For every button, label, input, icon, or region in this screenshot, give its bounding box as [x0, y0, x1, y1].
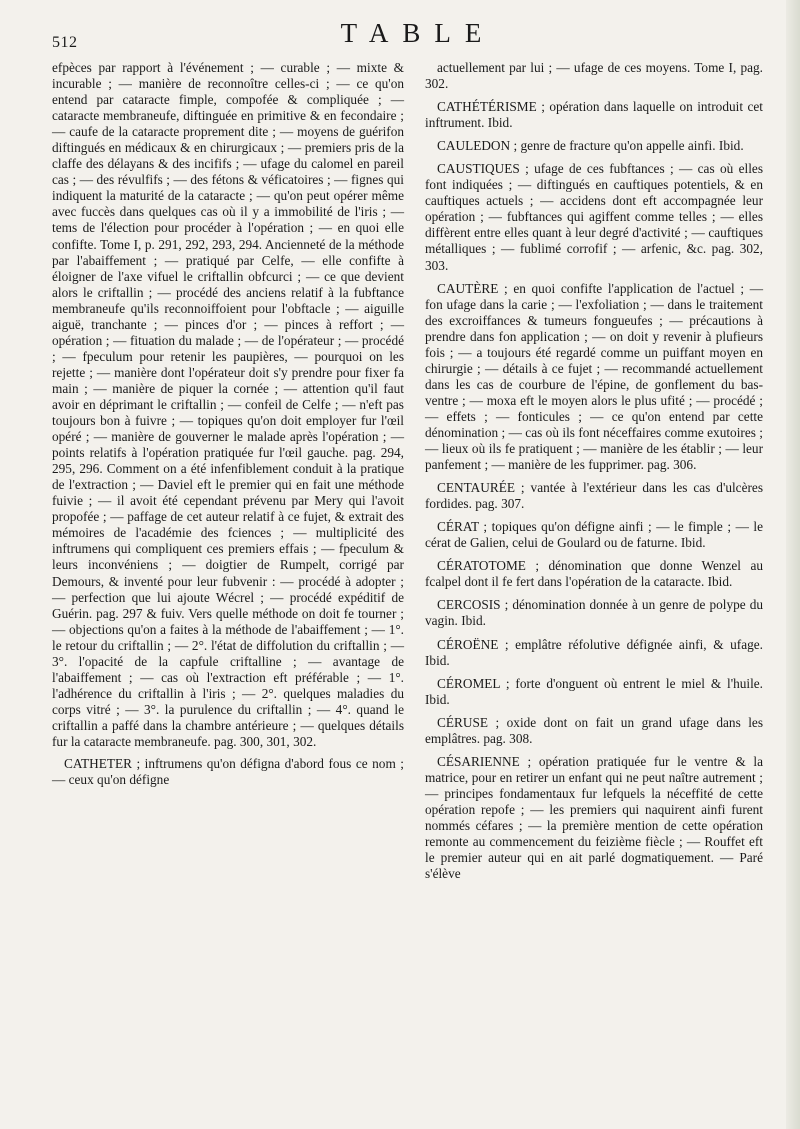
entry-ceroene: CÉROËNE ; emplâtre réfolutive défignée ainfi, & ufage. Ibid.	[425, 636, 763, 668]
entry-continuation-right: actuellement par lui ; — ufage de ces moyens. Tome I, pag. 302.	[425, 60, 763, 92]
entry-cautere: CAUTÈRE ; en quoi confifte l'application de l'actuel ; — fon ufage dans la carie ; — l'exfoliation ; — dans le traitement des excroiffances & tumeurs fongueufes ; — précautions à prendre dans fon application ; — on doit y revenir à plufieurs fois ; — a toujours été regardé comme un puiffant moyen en chirurgie ; — détails à ce fujet ; — recommandé actuellement dans les cas de courbure de l'épine, de gonflement du bas-ventre ; — moxa eft le moyen alors le plus ufité ; — procédé ; — effets ; — fonticules ; — ce qu'on entend par cette dénomination ; — cas où ils font néceffaires comme exutoires ; — lieux où ils fe pratiquent ; — manière de les établir ; — leur panfement ; — manière de les fupprimer. pag. 306.	[425, 280, 763, 473]
entry-cesarienne: CÉSARIENNE ; opération pratiquée fur le ventre & la matrice, pour en retirer un enfant qui ne peut naître autrement ; — principes fondamentaux fur lefquels la néceffité de cette opération repofe ; — les premiers qui naquirent ainfi furent nommés céfares ; — la première mention de cette opération remonte au commencement du feizième fiècle ; — Rouffet eft le premier auteur qui en ait parlé dogmatiquement. — Paré s'élève	[425, 753, 763, 882]
page-edge	[786, 0, 800, 1129]
right-column	[425, 60, 763, 889]
entry-ceruse: CÉRUSE ; oxide dont on fait un grand ufage dans les emplâtres. pag. 308.	[425, 714, 763, 746]
entry-centauree: CENTAURÉE ; vantée à l'extérieur dans les cas d'ulcères fordides. pag. 307.	[425, 480, 763, 512]
entry-ceratotome: CÉRATOTOME ; dénomination que donne Wenzel au fcalpel dont il fe fert dans l'opération de la cataracte. Ibid.	[425, 558, 763, 590]
entry-cercosis: CERCOSIS ; dénomination donnée à un genre de polype du vagin. Ibid.	[425, 597, 763, 629]
left-column	[52, 60, 404, 794]
entry-continuation: efpèces par rapport à l'événement ; — curable ; — mixte & incurable ; — manière de reconnoître celles-ci ; — ce qu'on entend par cataracte fimple, compofée & compliquée ; — cataracte membraneufe, diftinguée en primitive & en fecondaire ; — caufe de la cataracte proprement dite ; — moyens de guérifon diftingués en médicaux & en chirurgicaux ; — premiers pris de la claffe des délayans & des incififs ; — ufage du calomel en pareil cas ; — des révulfifs ; — des fétons & véficatoires ; — fignes qui indiquent la maturité de la cataracte ; — qu'on peut opérer même avec fuccès dans quelques cas où il y a immobilité de l'iris ; — tems de l'élection pour procéder à l'opération ; — en quoi elle confifte. Tome I, p. 291, 292, 293, 294. Ancienneté de la méthode par l'abaiffement ; — pratiqué par Celfe, — elle confifte à éloigner de l'axe vifuel le criftallin obfcurci ; — ce que devient alors le criftallin ; — procédé des anciens relatif à la fubftance membraneufe qu'ils reconnoiffoient pour l'obftacle ; — aiguille aiguë, tranchante ; — pinces d'or ; — pinces à reffort ; — opération ; — fituation du malade ; — de l'opérateur ; — procédé ; — fpeculum pour retenir les paupières, — pourquoi on les rejette ; — manière dont l'opérateur doit s'y prendre pour fixer fa main ; — manière de piquer la cornée ; — attention qu'il faut avoir en déprimant le criftallin ; — confeil de Celfe ; — n'eft pas toujours bon à fuivre ; — topiques qu'on doit employer fur l'œil opéré ; — manière de gouverner le malade après l'opération ; — points relatifs à l'opération pratiquée fur l'œil gauche. pag. 294, 295, 296. Comment on a été infenfiblement conduit à la pratique de l'extraction ; — Daviel eft le premier qui en fait une méthode fuivie ; — il avoit été cependant prévenu par Mery qui l'avoit propofée ; — paffage de cet auteur relatif à ce fujet, & extrait des mémoires de l'académie des fciences ; — multiplicité des inftrumens qui compliquent ces premiers effais ; — fpeculum & leurs inconvéniens ; — doigtier de Rumpelt, corrigé par Demours, & inventé pour leur fubvenir : — procédé à adopter ; — perfection que lui ajoute Wécrel ; — procédé expéditif de Guérin. pag. 297 & fuiv. Vers quelle méthode on doit fe tourner ; — objections qu'on a faites à la méthode de l'abaiffement ; — 1°. le retour du criftallin ; — 2°. l'état de diffolution du criftallin ; — 3°. l'opacité de la capfule criftalline ; — avantage de l'abaiffement ; — cas où l'extraction eft préférable ; — 1°. l'adhérence du criftallin à l'iris ; — 2°. quelques maladies du corps vitré ; — 3°. la purulence du criftallin ; — 4°. quand le criftallin a paffé dans la chambre antérieure ; — quelques détails fur la cataracte membraneufe. pag. 300, 301, 302.	[52, 60, 404, 749]
entry-catheter: CATHETER ; inftrumens qu'on défigna d'abord fous ce nom ; — ceux qu'on défigne	[52, 756, 404, 788]
entry-catheterisme: CATHÉTÉRISME ; opération dans laquelle on introduit cet inftrument. Ibid.	[425, 99, 763, 131]
entry-caustiques: CAUSTIQUES ; ufage de ces fubftances ; — cas où elles font indiquées ; — diftingués en cauftiques potentiels, & en cauftiques actuels ; — accidens dont eft accompagnée leur opération ; — fubftances qui agiffent comme telles ; — elles diffèrent entre elles quant à leur degré d'activité ; — cauftiques métalliques ; — fublimé corrofif ; — arfenic, &c. pag. 302, 303.	[425, 161, 763, 273]
entry-cauledon: CAULEDON ; genre de fracture qu'on appelle ainfi. Ibid.	[437, 138, 744, 154]
page-header: TABLE	[340, 18, 496, 48]
entry-cerat: CÉRAT ; topiques qu'on défigne ainfi ; — le fimple ; — le cérat de Galien, celui de Goulard ou de faturne. Ibid.	[425, 519, 763, 551]
page-number: 512	[52, 34, 78, 51]
entry-ceromel: CÉROMEL ; forte d'onguent où entrent le miel & l'huile. Ibid.	[425, 675, 763, 707]
